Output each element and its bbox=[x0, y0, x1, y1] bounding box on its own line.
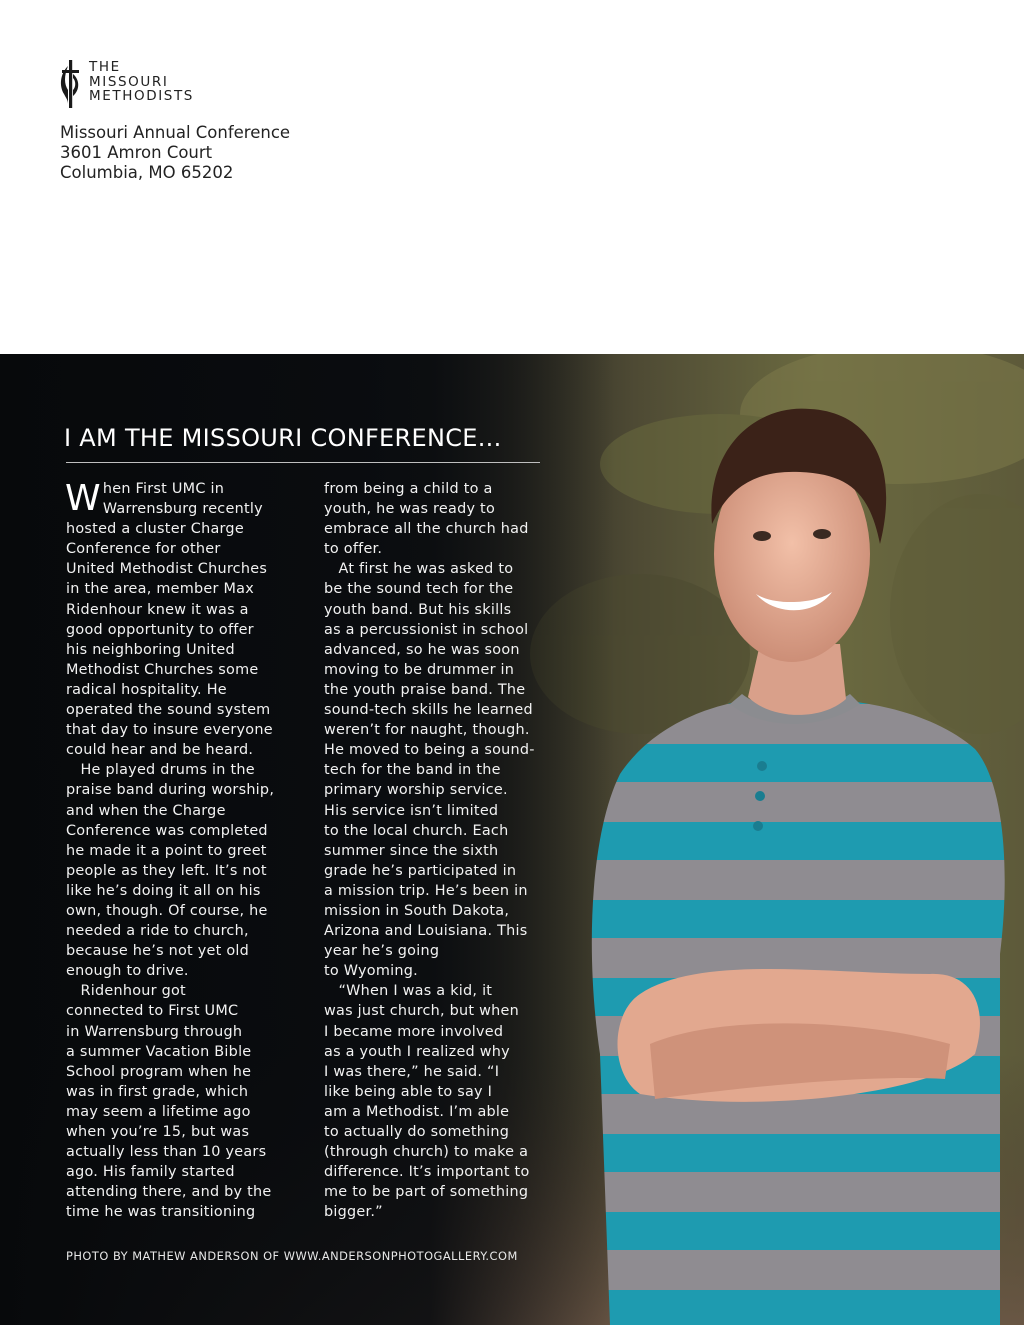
article-text-line: his neighboring United bbox=[66, 641, 235, 658]
article-text-line: own, though. Of course, he bbox=[66, 902, 268, 919]
address-line: Missouri Annual Conference bbox=[60, 123, 291, 142]
logo-line: MISSOURI bbox=[89, 73, 169, 90]
logo-line: THE bbox=[89, 59, 121, 75]
article-text-line: Methodist Churches some bbox=[66, 661, 259, 678]
article-text-line: ago. His family started bbox=[66, 1164, 235, 1181]
article-text-line: in Warrensburg through bbox=[66, 1023, 243, 1040]
article-text-line: operated the sound system bbox=[66, 702, 271, 719]
article-text-line: like being able to say I bbox=[324, 1083, 493, 1100]
article-text-line: “When I was a kid, it bbox=[324, 983, 493, 1000]
article-text-line: to offer. bbox=[324, 541, 383, 558]
cross-and-flame-logo-icon bbox=[58, 60, 84, 108]
article-text-line: tech for the band in the bbox=[324, 762, 501, 779]
article-text-line: difference. It’s important to bbox=[324, 1164, 530, 1181]
article-text-line: sound-tech skills he learned bbox=[324, 702, 533, 719]
article-text-line: good opportunity to offer bbox=[66, 621, 254, 638]
article-column-2 bbox=[324, 479, 546, 1222]
article-text-line: mission in South Dakota, bbox=[324, 902, 510, 919]
masthead-logo bbox=[58, 60, 194, 108]
article-text-line: youth band. But his skills bbox=[324, 601, 512, 618]
article-text-line: United Methodist Churches bbox=[66, 561, 268, 578]
article-text-line: like he’s doing it all on his bbox=[66, 882, 261, 899]
article-column-1 bbox=[66, 479, 294, 1222]
article-text-line: praise band during worship, bbox=[66, 782, 275, 799]
article-text-line: was just church, but when bbox=[324, 1003, 520, 1020]
article-text-line: radical hospitality. He bbox=[66, 681, 227, 698]
article-text-line: summer since the sixth bbox=[324, 842, 499, 859]
article-text-line: School program when he bbox=[66, 1063, 252, 1080]
article-text-line: me to be part of something bbox=[324, 1184, 529, 1201]
article-text-line: as a youth I realized why bbox=[324, 1043, 510, 1060]
article-text-line: primary worship service. bbox=[324, 782, 508, 799]
drop-cap: W bbox=[65, 478, 101, 519]
article-headline: I AM THE MISSOURI CONFERENCE... bbox=[64, 424, 502, 452]
article-text-line: the youth praise band. The bbox=[324, 681, 526, 698]
article-text-line: Conference was completed bbox=[66, 822, 268, 839]
article-text-line: because he’s not yet old bbox=[66, 943, 250, 960]
article-text-line: time he was transitioning bbox=[66, 1204, 256, 1221]
article-text-line: Arizona and Louisiana. This bbox=[324, 923, 528, 940]
article-text-line: He moved to being a sound- bbox=[324, 742, 535, 759]
article-text-line: embrace all the church had bbox=[324, 521, 529, 538]
article-text-line: Ridenhour knew it was a bbox=[66, 601, 249, 618]
article-text-line: He played drums in the bbox=[66, 762, 255, 779]
article-text-line: needed a ride to church, bbox=[66, 923, 249, 940]
article-text-line: and when the Charge bbox=[66, 802, 226, 819]
article-text-line: His service isn’t limited bbox=[324, 802, 499, 819]
article-text-line: when you’re 15, but was bbox=[66, 1124, 250, 1140]
article-text-line: to Wyoming. bbox=[324, 963, 418, 980]
article-text-line: that day to insure everyone bbox=[66, 722, 273, 739]
photo-credit: PHOTO BY MATHEW ANDERSON OF WWW.ANDERSONPHOTOGALLERY.COM bbox=[66, 1249, 518, 1263]
article-text-line: hen First UMC in bbox=[102, 481, 225, 497]
article-text-line: in the area, member Max bbox=[66, 581, 254, 598]
article-text-line: be the sound tech for the bbox=[324, 581, 514, 598]
article-text-line: I became more involved bbox=[324, 1023, 504, 1040]
article-text-line: weren’t for naught, though. bbox=[324, 722, 530, 739]
article-text-line: Conference for other bbox=[66, 541, 221, 558]
headline-divider bbox=[66, 462, 540, 463]
article-text-line: to actually do something bbox=[324, 1124, 510, 1140]
article-text-line: advanced, so he was soon bbox=[324, 641, 520, 658]
article-text-line: as a percussionist in school bbox=[324, 621, 529, 638]
article-text-line: from being a child to a bbox=[324, 481, 493, 497]
article-text-line: he made it a point to greet bbox=[66, 842, 267, 859]
article-text-line: enough to drive. bbox=[66, 963, 189, 980]
logo-wordmark bbox=[89, 60, 194, 104]
logo-line: METHODISTS bbox=[89, 88, 194, 104]
article-text-line: I was there,” he said. “I bbox=[324, 1063, 500, 1080]
article-text-line: could hear and be heard. bbox=[66, 742, 254, 759]
article-text-line: was in first grade, which bbox=[66, 1083, 249, 1100]
article-text-line: a summer Vacation Bible bbox=[66, 1043, 252, 1060]
article-text-line: connected to First UMC bbox=[66, 1003, 239, 1020]
article-text-line: attending there, and by the bbox=[66, 1184, 272, 1201]
article-text-line: At first he was asked to bbox=[324, 561, 514, 578]
article-text-line: grade he’s participated in bbox=[324, 862, 517, 879]
return-address bbox=[60, 123, 290, 183]
article-text-line: Ridenhour got bbox=[66, 983, 186, 1000]
article-text-line: may seem a lifetime ago bbox=[66, 1103, 251, 1120]
article-text-line: Warrensburg recently bbox=[102, 501, 263, 518]
article-text-line: people as they left. It’s not bbox=[66, 862, 267, 879]
address-line: Columbia, MO 65202 bbox=[60, 163, 234, 182]
article-text-line: year he’s going bbox=[324, 943, 440, 960]
article-text-line: am a Methodist. I’m able bbox=[324, 1103, 510, 1120]
article-text-line: a mission trip. He’s been in bbox=[324, 882, 528, 899]
article-text-line: moving to be drummer in bbox=[324, 661, 515, 678]
article-text-line: youth, he was ready to bbox=[324, 501, 496, 518]
article-text-line: (through church) to make a bbox=[324, 1144, 529, 1161]
article-text-line: to the local church. Each bbox=[324, 822, 509, 839]
article-text-line: hosted a cluster Charge bbox=[66, 521, 244, 538]
article-text-line: bigger.” bbox=[324, 1204, 383, 1221]
article-text-line: actually less than 10 years bbox=[66, 1144, 267, 1161]
address-line: 3601 Amron Court bbox=[60, 143, 213, 162]
